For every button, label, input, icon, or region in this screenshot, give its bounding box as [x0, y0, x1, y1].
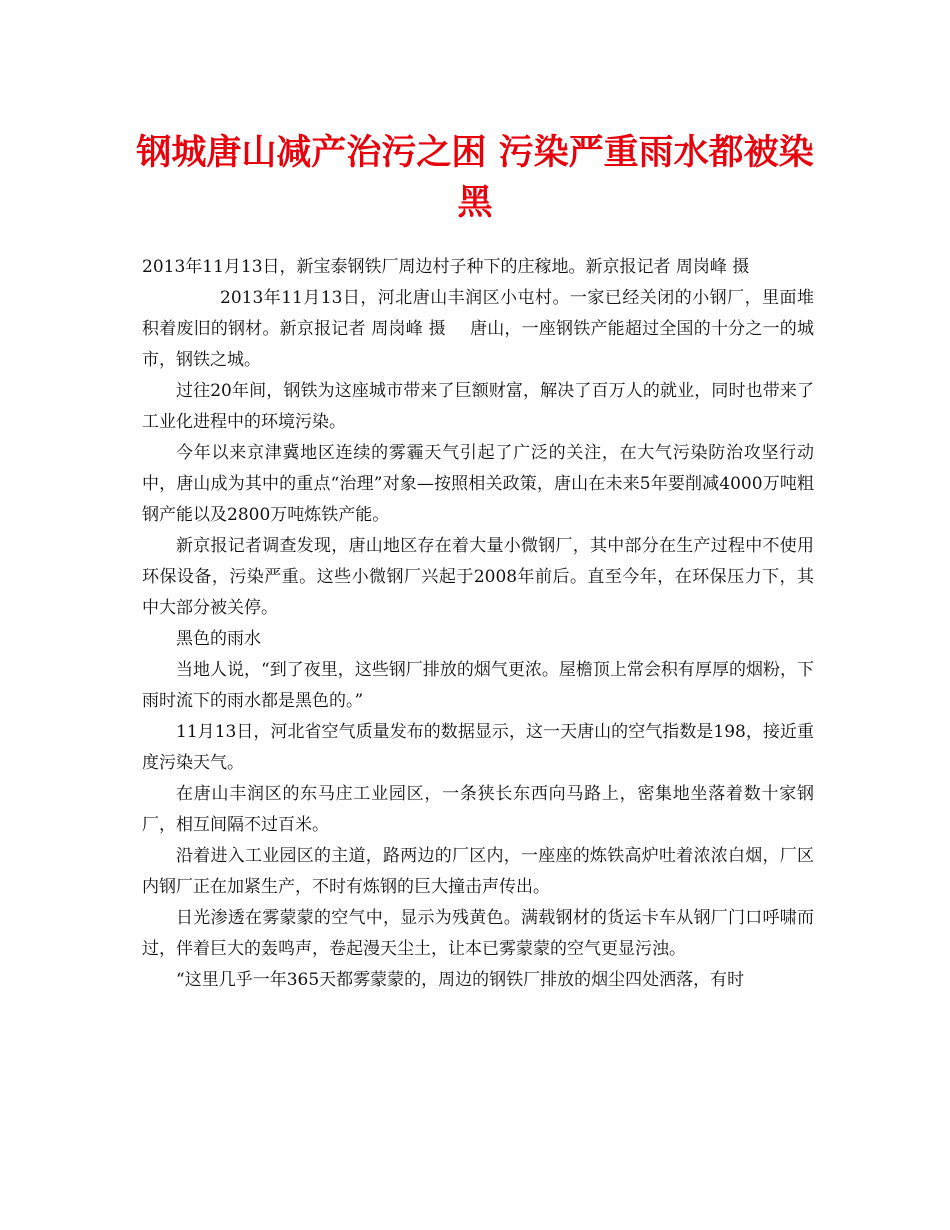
paragraph: 沿着进入工业园区的主道，路两边的厂区内，一座座的炼铁高炉吐着浓浓白烟，厂区内钢厂正在加紧生产，不时有炼钢的巨大撞击声传出。: [142, 846, 814, 897]
article-body: [142, 252, 814, 996]
photo-caption-2: 2013年11月13日，河北唐山丰润区小屯村。一家已经关闭的小钢厂，里面堆积着废旧的钢材。新京报记者 周岗峰 摄: [142, 288, 814, 339]
paragraph: “这里几乎一年365天都雾蒙蒙的，周边的钢铁厂排放的烟尘四处洒落，有时: [176, 970, 745, 990]
photo-caption-block: [142, 252, 814, 376]
paragraph: 新京报记者调查发现，唐山地区存在着大量小微钢厂，其中部分在生产过程中不使用环保设备，污染严重。这些小微钢厂兴起于2008年前后。直至今年，在环保压力下，其中大部分被关停。: [142, 536, 814, 618]
lead-sentence: 唐山，一座钢铁产能超过全国的十分之一的城市，钢铁之城。: [142, 319, 814, 370]
paragraph: 当地人说，“到了夜里，这些钢厂排放的烟气更浓。屋檐顶上常会积有厚厚的烟粉，下雨时流下的雨水都是黑色的。”: [142, 660, 814, 711]
paragraph: 今年以来京津冀地区连续的雾霾天气引起了广泛的关注，在大气污染防治攻坚行动中，唐山成为其中的重点“治理”对象—按照相关政策，唐山在未来5年要削减4000万吨粗钢产能以及2800万吨炼铁产能。: [142, 443, 814, 525]
photo-caption-1: 2013年11月13日，新宝泰钢铁厂周边村子种下的庄稼地。新京报记者 周岗峰 摄: [142, 257, 750, 277]
paragraph: 日光渗透在雾蒙蒙的空气中，显示为残黄色。满载钢材的货运卡车从钢厂门口呼啸而过，伴着巨大的轰鸣声，卷起漫天尘土，让本已雾蒙蒙的空气更显污浊。: [142, 908, 814, 959]
section-heading: 黑色的雨水: [176, 629, 261, 649]
article-title: 钢城唐山减产治污之困 污染严重雨水都被染黑: [136, 132, 814, 223]
paragraph: 在唐山丰润区的东马庄工业园区，一条狭长东西向马路上，密集地坐落着数十家钢厂，相互间隔不过百米。: [142, 784, 814, 835]
paragraph: 过往20年间，钢铁为这座城市带来了巨额财富，解决了百万人的就业，同时也带来了工业化进程中的环境污染。: [142, 381, 814, 432]
paragraph: 11月13日，河北省空气质量发布的数据显示，这一天唐山的空气指数是198，接近重度污染天气。: [142, 722, 814, 773]
